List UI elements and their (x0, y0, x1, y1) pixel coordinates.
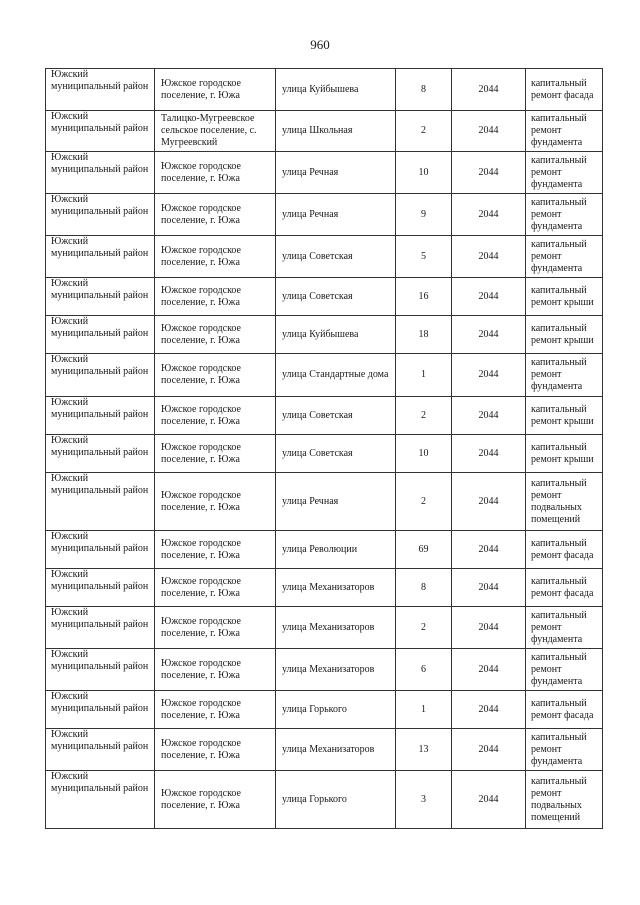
house-number-cell: 1 (396, 354, 452, 397)
street-cell: улица Горького (276, 771, 396, 829)
district-cell: Южский муниципальный район (46, 649, 155, 691)
year-cell: 2044 (452, 236, 526, 278)
year-cell: 2044 (452, 194, 526, 236)
house-number-cell: 10 (396, 152, 452, 194)
house-number-cell: 3 (396, 771, 452, 829)
work-type-cell: капитальный ремонт крыши (526, 397, 603, 435)
district-cell: Южский муниципальный район (46, 397, 155, 435)
table-row (46, 435, 603, 473)
table-row (46, 69, 603, 111)
street-cell: улица Механизаторов (276, 729, 396, 771)
work-type-cell: капитальный ремонт фасада (526, 69, 603, 111)
work-type-cell: капитальный ремонт фундамента (526, 194, 603, 236)
year-cell: 2044 (452, 397, 526, 435)
house-number-cell: 5 (396, 236, 452, 278)
district-cell: Южский муниципальный район (46, 569, 155, 607)
district-cell: Южский муниципальный район (46, 194, 155, 236)
table-row (46, 194, 603, 236)
district-cell: Южский муниципальный район (46, 111, 155, 152)
street-cell: улица Советская (276, 397, 396, 435)
table-row (46, 111, 603, 152)
street-cell: улица Советская (276, 435, 396, 473)
work-type-cell: капитальный ремонт фундамента (526, 111, 603, 152)
district-cell: Южский муниципальный район (46, 607, 155, 649)
settlement-cell: Южское городское поселение, г. Южа (155, 194, 276, 236)
table-row (46, 771, 603, 829)
settlement-cell: Южское городское поселение, г. Южа (155, 278, 276, 316)
house-number-cell: 16 (396, 278, 452, 316)
house-number-cell: 2 (396, 111, 452, 152)
table-row (46, 473, 603, 531)
district-cell: Южский муниципальный район (46, 354, 155, 397)
settlement-cell: Южское городское поселение, г. Южа (155, 69, 276, 111)
year-cell: 2044 (452, 473, 526, 531)
street-cell: улица Речная (276, 152, 396, 194)
settlement-cell: Южское городское поселение, г. Южа (155, 316, 276, 354)
table-row (46, 607, 603, 649)
street-cell: улица Школьная (276, 111, 396, 152)
table-row (46, 152, 603, 194)
year-cell: 2044 (452, 729, 526, 771)
district-cell: Южский муниципальный район (46, 316, 155, 354)
street-cell: улица Речная (276, 194, 396, 236)
year-cell: 2044 (452, 531, 526, 569)
table-row (46, 569, 603, 607)
table-row (46, 649, 603, 691)
district-cell: Южский муниципальный район (46, 69, 155, 111)
settlement-cell: Южское городское поселение, г. Южа (155, 435, 276, 473)
year-cell: 2044 (452, 69, 526, 111)
district-cell: Южский муниципальный район (46, 531, 155, 569)
street-cell: улица Механизаторов (276, 569, 396, 607)
street-cell: улица Речная (276, 473, 396, 531)
house-number-cell: 9 (396, 194, 452, 236)
work-type-cell: капитальный ремонт фундамента (526, 607, 603, 649)
work-type-cell: капитальный ремонт крыши (526, 435, 603, 473)
settlement-cell: Южское городское поселение, г. Южа (155, 152, 276, 194)
district-cell: Южский муниципальный район (46, 278, 155, 316)
settlement-cell: Южское городское поселение, г. Южа (155, 771, 276, 829)
house-number-cell: 1 (396, 691, 452, 729)
house-number-cell: 69 (396, 531, 452, 569)
house-number-cell: 8 (396, 69, 452, 111)
district-cell: Южский муниципальный район (46, 729, 155, 771)
district-cell: Южский муниципальный район (46, 473, 155, 531)
settlement-cell: Южское городское поселение, г. Южа (155, 569, 276, 607)
house-number-cell: 8 (396, 569, 452, 607)
street-cell: улица Механизаторов (276, 607, 396, 649)
year-cell: 2044 (452, 278, 526, 316)
year-cell: 2044 (452, 354, 526, 397)
work-type-cell: капитальный ремонт фундамента (526, 729, 603, 771)
table-row (46, 397, 603, 435)
settlement-cell: Талицко-Мугреевское сельское поселение, с. Мугреевский (155, 111, 276, 152)
year-cell: 2044 (452, 316, 526, 354)
street-cell: улица Революции (276, 531, 396, 569)
year-cell: 2044 (452, 691, 526, 729)
house-number-cell: 13 (396, 729, 452, 771)
year-cell: 2044 (452, 111, 526, 152)
street-cell: улица Куйбышева (276, 69, 396, 111)
house-number-cell: 2 (396, 397, 452, 435)
house-number-cell: 18 (396, 316, 452, 354)
year-cell: 2044 (452, 435, 526, 473)
settlement-cell: Южское городское поселение, г. Южа (155, 607, 276, 649)
work-type-cell: капитальный ремонт подвальных помещений (526, 473, 603, 531)
house-number-cell: 10 (396, 435, 452, 473)
work-type-cell: капитальный ремонт фасада (526, 531, 603, 569)
table-row (46, 729, 603, 771)
table-row (46, 316, 603, 354)
work-type-cell: капитальный ремонт фундамента (526, 354, 603, 397)
settlement-cell: Южское городское поселение, г. Южа (155, 397, 276, 435)
settlement-cell: Южское городское поселение, г. Южа (155, 531, 276, 569)
settlement-cell: Южское городское поселение, г. Южа (155, 236, 276, 278)
house-number-cell: 2 (396, 473, 452, 531)
district-cell: Южский муниципальный район (46, 435, 155, 473)
work-type-cell: капитальный ремонт фундамента (526, 649, 603, 691)
settlement-cell: Южское городское поселение, г. Южа (155, 473, 276, 531)
house-number-cell: 6 (396, 649, 452, 691)
settlement-cell: Южское городское поселение, г. Южа (155, 691, 276, 729)
page-number: 960 (310, 37, 330, 52)
work-type-cell: капитальный ремонт фундамента (526, 236, 603, 278)
year-cell: 2044 (452, 649, 526, 691)
district-cell: Южский муниципальный район (46, 691, 155, 729)
work-type-cell: капитальный ремонт фасада (526, 569, 603, 607)
street-cell: улица Советская (276, 236, 396, 278)
street-cell: улица Горького (276, 691, 396, 729)
settlement-cell: Южское городское поселение, г. Южа (155, 649, 276, 691)
street-cell: улица Механизаторов (276, 649, 396, 691)
work-type-cell: капитальный ремонт крыши (526, 278, 603, 316)
district-cell: Южский муниципальный район (46, 771, 155, 829)
table-row (46, 691, 603, 729)
year-cell: 2044 (452, 607, 526, 649)
table-row (46, 354, 603, 397)
street-cell: улица Советская (276, 278, 396, 316)
table-row (46, 531, 603, 569)
settlement-cell: Южское городское поселение, г. Южа (155, 354, 276, 397)
year-cell: 2044 (452, 152, 526, 194)
repair-schedule-table (45, 68, 603, 829)
year-cell: 2044 (452, 569, 526, 607)
year-cell: 2044 (452, 771, 526, 829)
work-type-cell: капитальный ремонт крыши (526, 316, 603, 354)
work-type-cell: капитальный ремонт подвальных помещений (526, 771, 603, 829)
table-row (46, 278, 603, 316)
street-cell: улица Стандартные дома (276, 354, 396, 397)
district-cell: Южский муниципальный район (46, 236, 155, 278)
street-cell: улица Куйбышева (276, 316, 396, 354)
table-row (46, 236, 603, 278)
work-type-cell: капитальный ремонт фундамента (526, 152, 603, 194)
house-number-cell: 2 (396, 607, 452, 649)
district-cell: Южский муниципальный район (46, 152, 155, 194)
settlement-cell: Южское городское поселение, г. Южа (155, 729, 276, 771)
work-type-cell: капитальный ремонт фасада (526, 691, 603, 729)
